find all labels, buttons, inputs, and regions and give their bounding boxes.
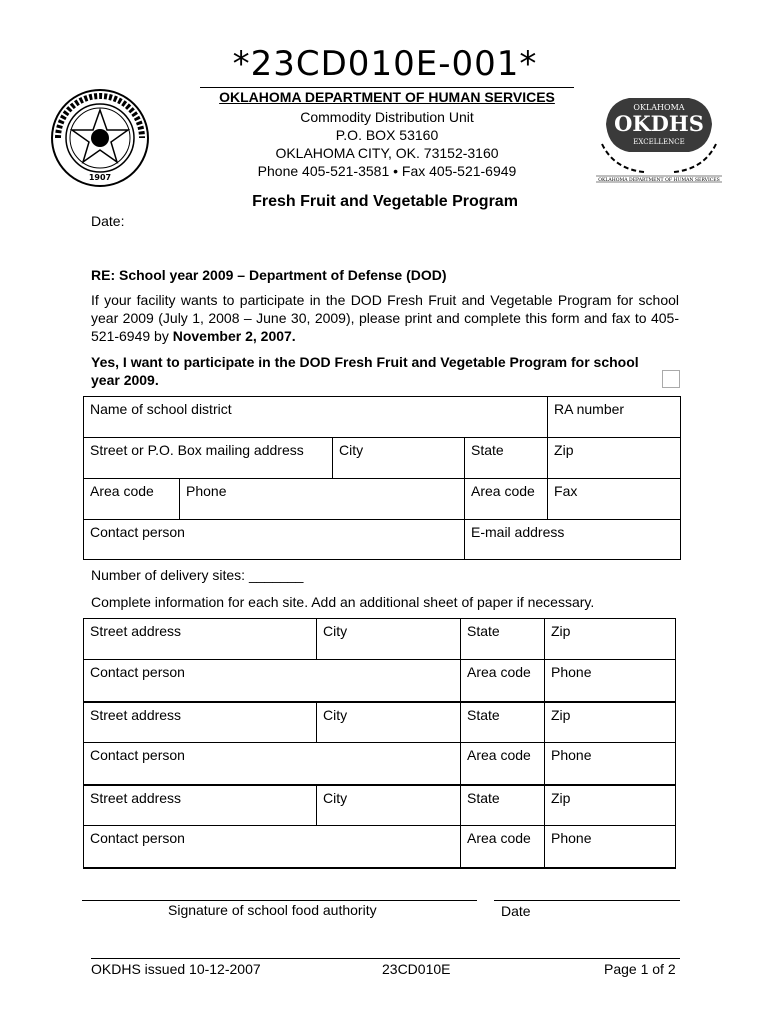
phone-field[interactable]: Phone: [180, 479, 465, 520]
signature-date-label: Date: [501, 903, 531, 919]
form-barcode-code: *23CD010E-001*: [232, 44, 538, 84]
site-1-zip-field[interactable]: Zip: [545, 619, 676, 660]
site-1-city-field[interactable]: City: [317, 619, 461, 660]
site-1-street-field[interactable]: Street address: [84, 619, 317, 660]
site-1-phone-field[interactable]: Phone: [545, 660, 676, 702]
city-address: OKLAHOMA CITY, OK. 73152-3160: [275, 145, 499, 161]
logo-name: OKDHS: [614, 111, 704, 136]
participation-statement: Yes, I want to participate in the DOD Fresh Fruit and Vegetable Program for school year 2009.: [91, 354, 639, 388]
intro-text: If your facility wants to participate in the DOD Fresh Fruit and Vegetable Program for school year 2009 (July 1, 2008 – June 30, 2009), please print and complete this form and fax to 405-521-6949 by: [91, 292, 679, 344]
mailing-address-field[interactable]: Street or P.O. Box mailing address: [84, 438, 333, 479]
site-3-contact-row: [84, 826, 676, 868]
signature-line[interactable]: [82, 900, 477, 901]
re-line: RE: School year 2009 – Department of Defense (DOD): [91, 267, 447, 283]
school-district-field[interactable]: Name of school district: [84, 397, 548, 438]
sites-table: [83, 618, 676, 869]
footer-issued: OKDHS issued 10-12-2007: [91, 961, 261, 977]
logo-motto: EXCELLENCE: [633, 138, 685, 146]
logo-subtitle: OKLAHOMA DEPARTMENT OF HUMAN SERVICES: [598, 178, 720, 183]
intro-paragraph: [91, 291, 679, 345]
seal-year: 1907: [88, 173, 112, 182]
footer-page-number: Page 1 of 2: [604, 961, 676, 977]
site-3-contact-field[interactable]: Contact person: [84, 826, 461, 868]
site-2-address-row: [84, 702, 676, 743]
site-2-state-field[interactable]: State: [461, 702, 545, 743]
logo-state: OKLAHOMA: [633, 103, 685, 112]
date-signature-line[interactable]: [494, 900, 680, 901]
footer-rule: [91, 958, 680, 959]
okdhs-logo-icon: [594, 84, 724, 184]
site-2-street-field[interactable]: Street address: [84, 702, 317, 743]
site-1-area-code-field[interactable]: Area code: [461, 660, 545, 702]
site-3-address-row: [84, 785, 676, 826]
participation-checkbox[interactable]: [662, 370, 680, 388]
fax-field[interactable]: Fax: [548, 479, 681, 520]
unit-name: Commodity Distribution Unit: [300, 109, 474, 125]
site-1-state-field[interactable]: State: [461, 619, 545, 660]
phone-area-code-field[interactable]: Area code: [84, 479, 180, 520]
email-field[interactable]: E-mail address: [465, 520, 681, 560]
district-zip-field[interactable]: Zip: [548, 438, 681, 479]
agency-name: OKLAHOMA DEPARTMENT OF HUMAN SERVICES: [200, 87, 574, 105]
site-2-city-field[interactable]: City: [317, 702, 461, 743]
site-3-area-code-field[interactable]: Area code: [461, 826, 545, 868]
site-2-contact-field[interactable]: Contact person: [84, 743, 461, 785]
page-title: Fresh Fruit and Vegetable Program: [252, 193, 518, 210]
site-2-area-code-field[interactable]: Area code: [461, 743, 545, 785]
site-3-city-field[interactable]: City: [317, 785, 461, 826]
site-2-contact-row: [84, 743, 676, 785]
site-2-phone-field[interactable]: Phone: [545, 743, 676, 785]
contact-person-field[interactable]: Contact person: [84, 520, 465, 560]
site-3-state-field[interactable]: State: [461, 785, 545, 826]
site-instructions: Complete information for each site. Add an additional sheet of paper if necessary.: [91, 594, 595, 610]
district-city-field[interactable]: City: [333, 438, 465, 479]
fax-area-code-field[interactable]: Area code: [465, 479, 548, 520]
delivery-sites-count: Number of delivery sites: _______: [91, 567, 304, 583]
date-label: Date:: [91, 213, 125, 229]
po-box: P.O. BOX 53160: [335, 127, 439, 143]
ra-number-field[interactable]: RA number: [548, 397, 681, 438]
site-3-zip-field[interactable]: Zip: [545, 785, 676, 826]
intro-deadline: November 2, 2007.: [172, 328, 296, 344]
site-3-phone-field[interactable]: Phone: [545, 826, 676, 868]
district-state-field[interactable]: State: [465, 438, 548, 479]
site-1-contact-row: [84, 660, 676, 702]
site-1-address-row: [84, 619, 676, 660]
signature-label: Signature of school food authority: [168, 902, 377, 918]
footer-form-code: 23CD010E: [382, 961, 451, 977]
state-seal-icon: [50, 88, 150, 188]
site-3-street-field[interactable]: Street address: [84, 785, 317, 826]
district-table: [83, 396, 681, 560]
site-1-contact-field[interactable]: Contact person: [84, 660, 461, 702]
site-2-zip-field[interactable]: Zip: [545, 702, 676, 743]
phone-fax: Phone 405-521-3581 • Fax 405-521-6949: [257, 163, 517, 179]
